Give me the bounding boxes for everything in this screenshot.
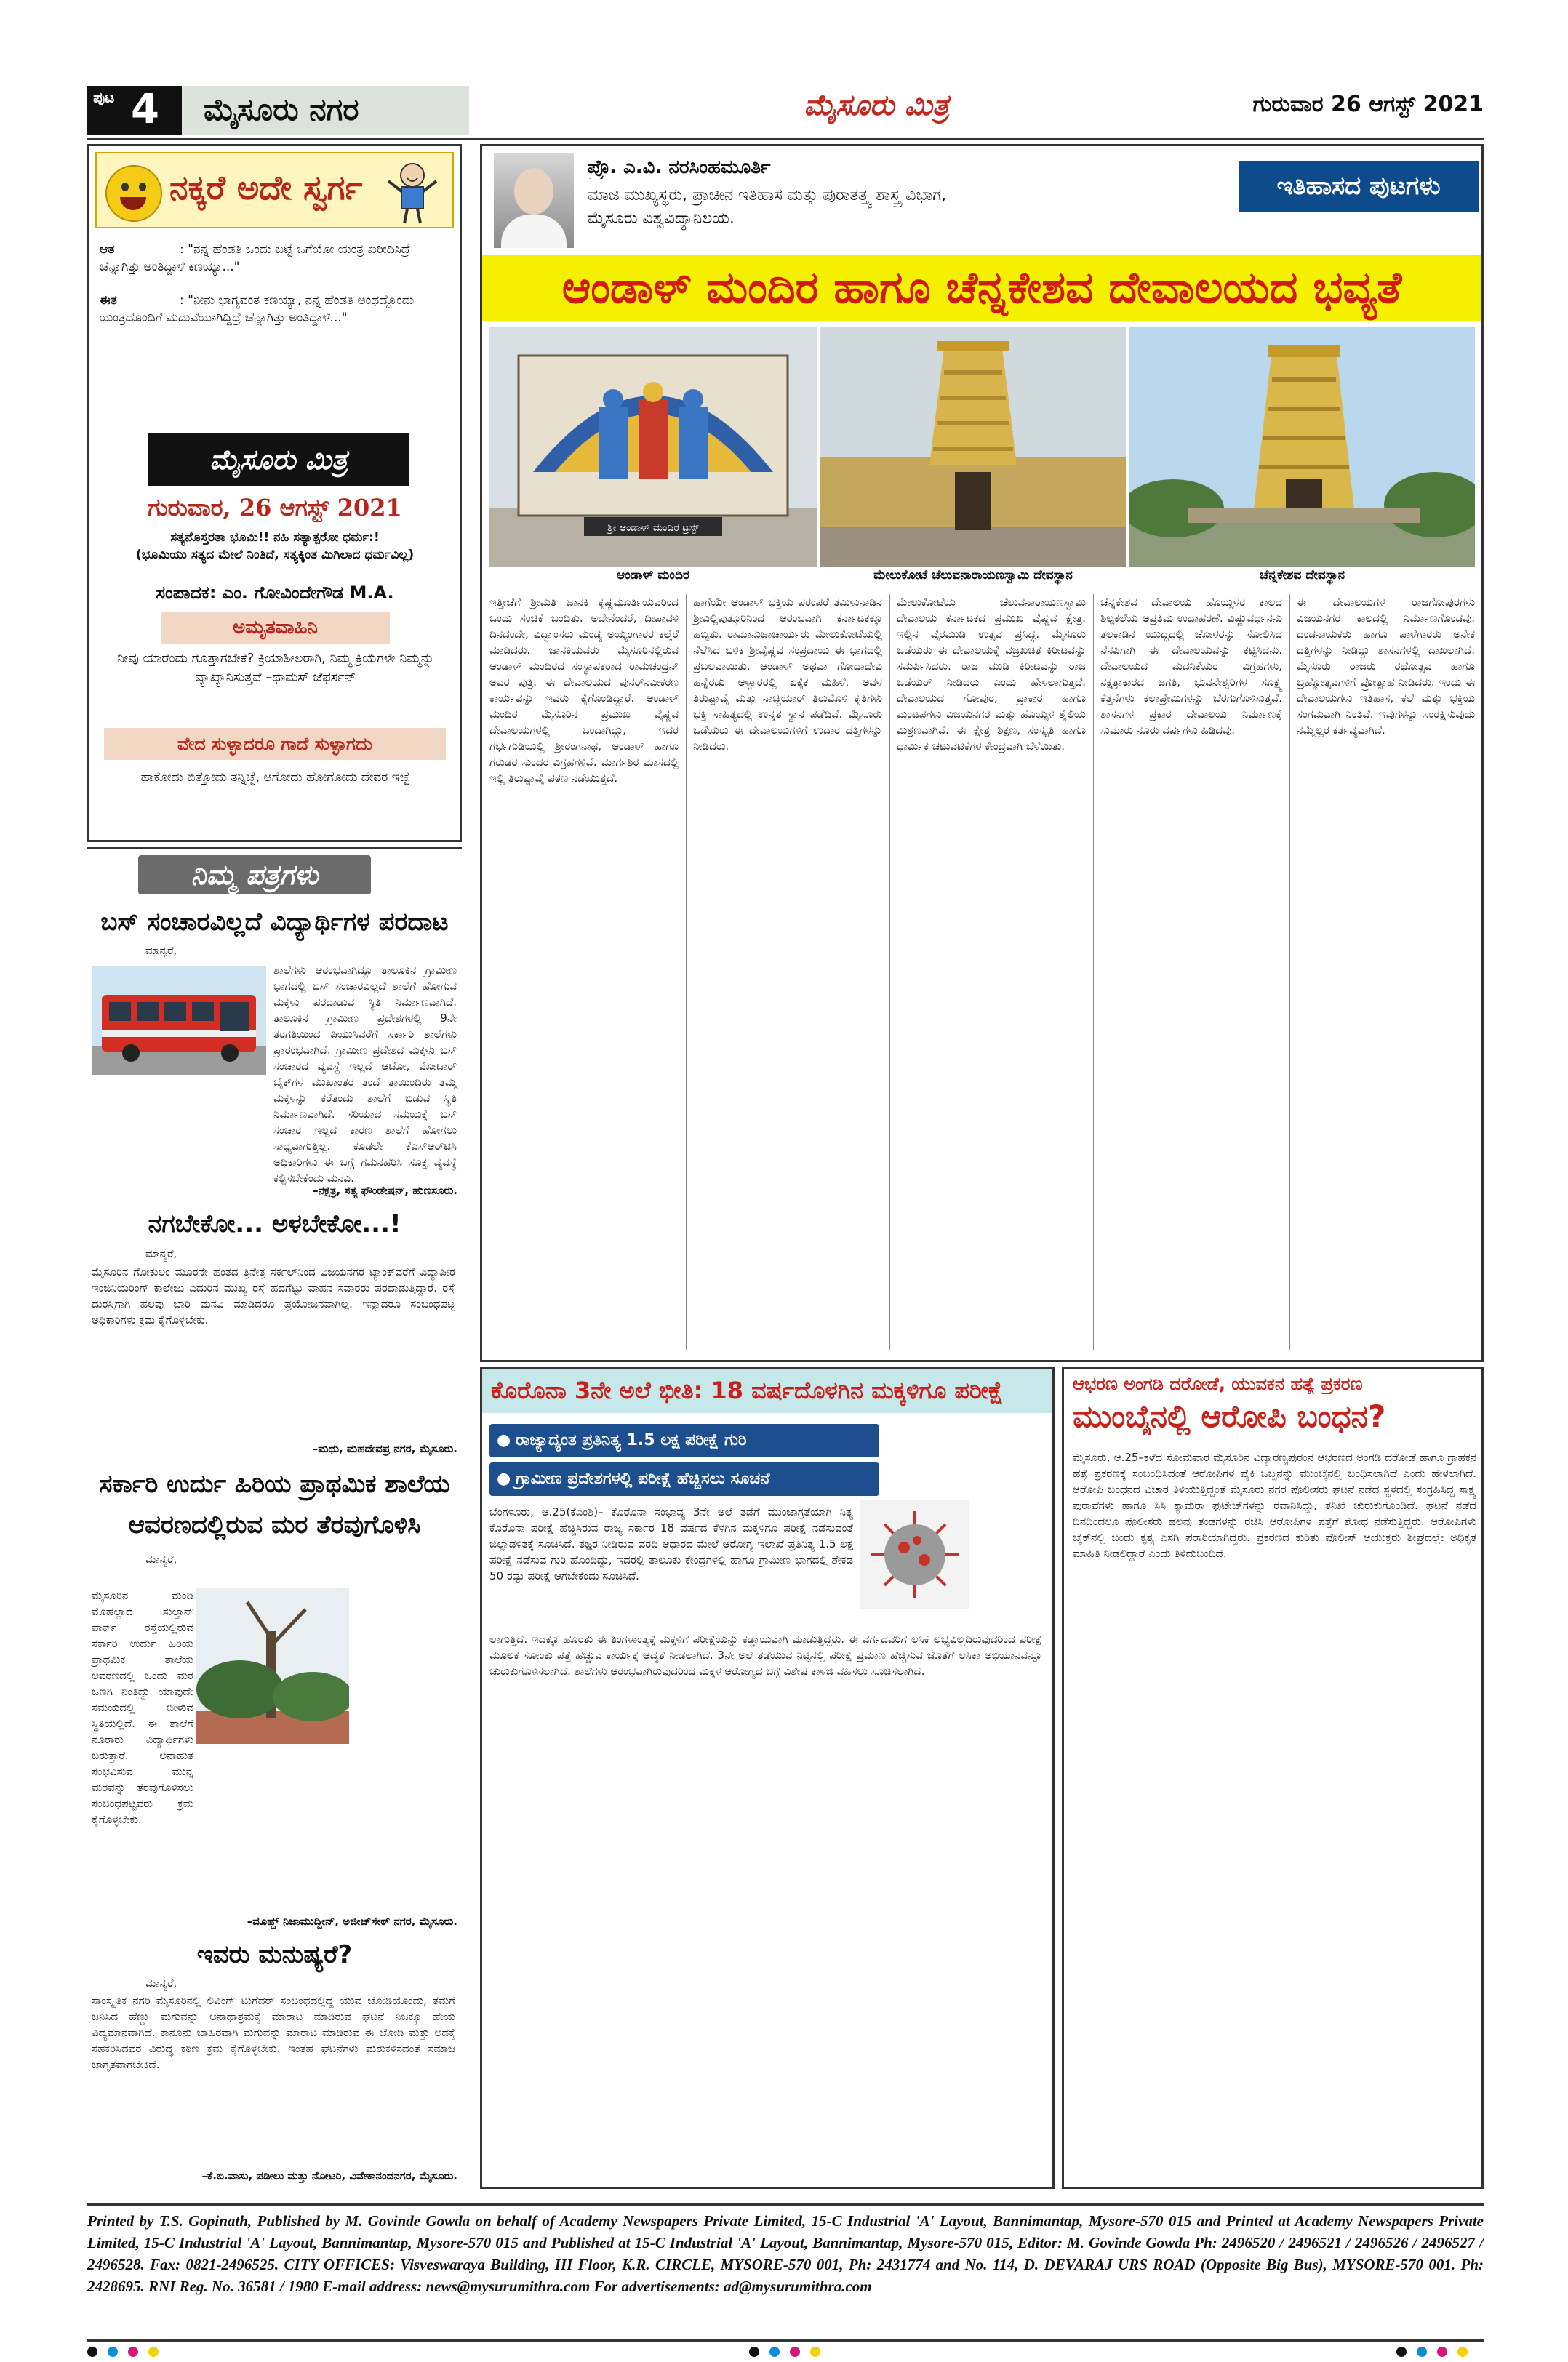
editor-credit: ಸಂಪಾದಕ: ಎಂ. ಗೋವಿಂದೇಗೌಡ M.A. (156, 583, 394, 603)
column-divider (1289, 594, 1290, 1350)
masthead-motto (97, 529, 453, 564)
joke-speaker: ಈತ (100, 293, 117, 308)
registration-dot (108, 2347, 118, 2357)
column-divider (686, 594, 687, 1350)
letters-banner: ನಿಮ್ಮ ಪತ್ರಗಳು (138, 855, 371, 894)
article-column: ಈ ದೇವಾಲಯಗಳ ರಾಜಗೋಪುರಗಳು ವಿಜಯನಗರ ಕಾಲದಲ್ಲಿ ನಿರ್ಮಾಣಗೊಂಡವು. ದಂಡನಾಯಕರು ಹಾಗೂ ಪಾಳೆಗಾರರು ಅನೇಕ ದತ್ತಿಗಳನ್ನು ನೀಡಿದ್ದು ಶಾಸನಗಳಲ್ಲಿ ದಾಖಲಾಗಿದೆ. ಮೈಸೂರು ರಾಜರು ರಥೋತ್ಸವ ಹಾಗೂ ಬ್ರಹ್ಮೋತ್ಸವಗಳಿಗೆ ಪ್ರೋತ್ಸಾಹ ನೀಡಿದರು. ಇಂದು ಈ ದೇವಾಲಯಗಳು ಇತಿಹಾಸ, ಕಲೆ ಮತ್ತು ಭಕ್ತಿಯ ಸಂಗಮವಾಗಿ ನಿಂತಿವೆ. ಇವುಗಳನ್ನು ಸಂರಕ್ಷಿಸುವುದು ನಮ್ಮೆಲ್ಲರ ಕರ್ತವ್ಯವಾಗಿದೆ. (1297, 596, 1475, 737)
humor-title: ನಕ್ಕರೆ ಅದೇ ಸ್ವರ್ಗ (169, 168, 363, 207)
registration-marks-center (749, 2346, 831, 2356)
author-byline (482, 146, 1481, 255)
author-name: ಪ್ರೊ. ಎ.ವಿ. ನರಸಿಂಹಮೂರ್ತಿ (588, 156, 771, 178)
letter-body: ಮೈಸೂರಿನ ಮಂಡಿ ಮೊಹಲ್ಲಾದ ಸುಲ್ತಾನ್ ಪಾರ್ಕ್ ರಸ್ತೆಯಲ್ಲಿರುವ ಸರ್ಕಾರಿ ಉರ್ದು ಹಿರಿಯ ಪ್ರಾಥಮಿಕ ಶಾಲೆಯ ಆವರಣದಲ್ಲಿ ಒಂದು ಮರ ಒಣಗಿ ನಿಂತಿದ್ದು ಯಾವುದೇ ಸಮಯದಲ್ಲಿ ಬೀಳುವ ಸ್ಥಿತಿಯಲ್ಲಿದೆ. ಈ ಶಾಲೆಗೆ ನೂರಾರು ವಿದ್ಯಾರ್ಥಿಗಳು ಬರುತ್ತಾರೆ. ಅನಾಹುತ ಸಂಭವಿಸುವ ಮುನ್ನ ಮರವನ್ನು ತೆರವುಗೊಳಿಸಲು ಸಂಬಂಧಪಟ್ಟವರು ಕ್ರಮ ಕೈಗೊಳ್ಳಬೇಕು. (92, 1589, 193, 1826)
newspaper-logo: ಮೈಸೂರು ಮಿತ್ರ (804, 89, 949, 122)
virus-icon (860, 1500, 969, 1609)
joke-speaker: ಆತ (100, 242, 115, 257)
corona-highlight: ● ರಾಜ್ಯಾದ್ಯಂತ ಪ್ರತಿನಿತ್ಯ 1.5 ಲಕ್ಷ ಪರೀಕ್ಷೆ ಗುರಿ (489, 1424, 879, 1457)
article-headline: ಆಂಡಾಳ್ ಮಂದಿರ ಹಾಗೂ ಚೆನ್ನಕೇಶವ ದೇವಾಲಯದ ಭವ್ಯತೆ (482, 255, 1481, 321)
quote-text: ನೀವು ಯಾರೆಂದು ಗೊತ್ತಾಗಬೇಕೆ? ಕ್ರಿಯಾಶೀಲರಾಗಿ, ನಿಮ್ಮ ಕ್ರಿಯೆಗಳೇ ನಿಮ್ಮನ್ನು ವ್ಯಾಖ್ಯಾನಿಸುತ್ತವೆ –ಥಾಮಸ್ ಜೆಫರ್ಸನ್ (117, 651, 434, 685)
shrine-signboard: ಶ್ರೀ ಆಂಡಾಳ್ ಮಂದಿರ ಟ್ರಸ್ಟ್ (607, 522, 699, 534)
article-column: ಮೇಲುಕೋಟೆಯ ಚೆಲುವನಾರಾಯಣಸ್ವಾಮಿ ದೇವಾಲಯ ಕರ್ನಾಟಕದ ಪ್ರಮುಖ ವೈಷ್ಣವ ಕ್ಷೇತ್ರ. ಇಲ್ಲಿನ ವೈರಮುಡಿ ಉತ್ಸವ ಪ್ರಸಿದ್ಧ. ಮೈಸೂರು ಒಡೆಯರು ಈ ದೇವಾಲಯಕ್ಕೆ ವಜ್ರಖಚಿತ ಕಿರೀಟವನ್ನು ಸಮರ್ಪಿಸಿದರು. ರಾಜ ಮುಡಿ ಕಿರೀಟವನ್ನು ರಾಜ ಒಡೆಯರ್ ನೀಡಿದರು ಎಂದು ಹೇಳಲಾಗುತ್ತದೆ. ದೇವಾಲಯದ ಗೋಪುರ, ಪ್ರಾಕಾರ ಹಾಗೂ ಮಂಟಪಗಳು ವಿಜಯನಗರ ಮತ್ತು ಹೊಯ್ಸಳ ಶೈಲಿಯ ಮಿಶ್ರಣವಾಗಿವೆ. ಈ ಕ್ಷೇತ್ರ ಶಿಕ್ಷಣ, ಸಂಸ್ಕೃತಿ ಹಾಗೂ ಧಾರ್ಮಿಕ ಚಟುವಟಿಕೆಗಳ ಕೇಂದ್ರವಾಗಿ ಬೆಳೆಯಿತು. (897, 596, 1086, 753)
letter-signature: –ನಕ್ಷತ್ರ, ಸತ್ಯ ಫೌಂಡೇಷನ್, ಹುಣಸೂರು. (312, 1184, 457, 1197)
corona-headline: ಕೊರೊನಾ 3ನೇ ಅಲೆ ಭೀತಿ: 18 ವರ್ಷದೊಳಗಿನ ಮಕ್ಕಳಿಗೂ ಪರೀಕ್ಷೆ (482, 1369, 1052, 1413)
proverb-title: ವೇದ ಸುಳ್ಳಾದರೂ ಗಾದೆ ಸುಳ್ಳಾಗದು (104, 728, 446, 760)
registration-dot (810, 2347, 820, 2357)
registration-dot (1417, 2347, 1427, 2357)
registration-dot (1457, 2347, 1468, 2357)
article-column: ಹಾಗೆಯೇ ಆಂಡಾಳ್ ಭಕ್ತಿಯ ಪರಂಪರೆ ತಮಿಳುನಾಡಿನ ಶ್ರೀವಿಲ್ಲಿಪುತ್ತೂರಿನಿಂದ ಆರಂಭವಾಗಿ ಕರ್ನಾಟಕಕ್ಕೂ ಹಬ್ಬಿತು. ರಾಮಾನುಜಾಚಾರ್ಯರು ಮೇಲುಕೋಟೆಯಲ್ಲಿ ನೆಲೆಸಿದ ಬಳಿಕ ಶ್ರೀವೈಷ್ಣವ ಸಂಪ್ರದಾಯ ಈ ಭಾಗದಲ್ಲಿ ಪ್ರಬಲವಾಯಿತು. ಆಂಡಾಳ್ ಅಥವಾ ಗೋದಾದೇವಿ ಹನ್ನೆರಡು ಆಳ್ವಾರರಲ್ಲಿ ಏಕೈಕ ಮಹಿಳೆ. ಅವಳ ತಿರುಪ್ಪಾವೈ ಮತ್ತು ನಾಚ್ಚಿಯಾರ್ ತಿರುಮೊಳಿ ಕೃತಿಗಳು ಭಕ್ತಿ ಸಾಹಿತ್ಯದಲ್ಲಿ ಉನ್ನತ ಸ್ಥಾನ ಪಡೆದಿವೆ. ಮೈಸೂರು ಒಡೆಯರು ಈ ದೇವಾಲಯಗಳಿಗೆ ಉದಾರ ದತ್ತಿಗಳನ್ನು ನೀಡಿದರು. (693, 596, 882, 753)
registration-dot (769, 2347, 780, 2357)
bus-photo (92, 966, 266, 1075)
humor-title-banner (95, 152, 454, 228)
registration-marks-left (87, 2346, 169, 2356)
column-divider (889, 594, 890, 1350)
history-article (480, 144, 1484, 1362)
letter-title: ಇವರು ಮನುಷ್ಯರೆ? (196, 1940, 353, 1969)
registration-marks-right (1396, 2346, 1478, 2356)
corona-article (480, 1367, 1055, 2189)
joke-text: : "ನನ್ನ ಹೆಂಡತಿ ಒಂದು ಬಟ್ಟೆ ಒಗೆಯೋ ಯಂತ್ರ ಖರೀದಿಸಿದ್ರೆ ಚೆನ್ನಾಗಿತ್ತು ಅಂತಿದ್ದಾಳೆ ಕಣಯ್ಯಾ..." (100, 242, 411, 274)
author-designation (588, 184, 1169, 231)
page-number-box (87, 86, 182, 135)
article-column: ಇತ್ತೀಚೆಗೆ ಶ್ರೀಮತಿ ಜಾನಕಿ ಕೃಷ್ಣಮೂರ್ತಿಯವರಿಂದ ಒಂದು ಸಂಚಿಕೆ ಬಂದಿತು. ಅದೇನೆಂದರೆ, ದೀಪಾವಳಿ ದಿನದಂದೇ, ವಿದ್ವಾಂಸರು ಮಂಡ್ಯ ಅಯ್ಯಂಗಾರರ ಕಲ್ಕೆರೆ ಮಾಡಿದರು. ಜಾನಕಿಯವರು ಮೈಸೂರಿನಲ್ಲಿರುವ ಆಂಡಾಳ್ ಮಂದಿರದ ಸಂಸ್ಥಾಪಕರಾದ ರಾಮಚಂದ್ರನ್ ಅವರ ಪುತ್ರಿ. ಈ ದೇವಾಲಯದ ಪುನರ್‌ನವೀಕರಣ ಕಾರ್ಯವನ್ನು ಇವರು ಕೈಗೊಂಡಿದ್ದಾರೆ. ಆಂಡಾಳ್ ಮಂದಿರ ಮೈಸೂರಿನ ಪ್ರಮುಖ ವೈಷ್ಣವ ದೇವಾಲಯಗಳಲ್ಲಿ ಒಂದಾಗಿದ್ದು, ಇದರ ಗರ್ಭಗುಡಿಯಲ್ಲಿ ಶ್ರೀರಂಗನಾಥ, ಆಂಡಾಳ್ ಹಾಗೂ ಗರುಡರ ಸುಂದರ ವಿಗ್ರಹಗಳಿವೆ. ಮಾರ್ಗಶಿರ ಮಾಸದಲ್ಲಿ ಇಲ್ಲಿ ತಿರುಪ್ಪಾವೈ ಪಠಣ ನಡೆಯುತ್ತದೆ. (489, 596, 679, 785)
letter-salutation: ಮಾನ್ಯರೆ, (145, 1247, 177, 1260)
letter-signature: –ಕೆ.ಬಿ.ವಾಸು, ಪಡೀಲು ಮತ್ತು ನೋಟರಿ, ವಿವೇಕಾನಂದನಗರ, ಮೈಸೂರು. (201, 2169, 457, 2182)
letter-title: ಬಸ್ ಸಂಚಾರವಿಲ್ಲದೆ ವಿದ್ಯಾರ್ಥಿಗಳ ಪರದಾಟ (100, 908, 449, 937)
joke-line (100, 292, 452, 327)
chennakeshava-temple-photo (1129, 327, 1475, 567)
motto-line: (ಭೂಮಿಯು ಸತ್ಯದ ಮೇಲೆ ನಿಂತಿದೆ, ಸತ್ಯಕ್ಕಿಂತ ಮಿಗಿಲಾದ ಧರ್ಮವಿಲ್ಲ) (135, 548, 415, 562)
letters-section (87, 847, 462, 2189)
corona-highlight: ● ಗ್ರಾಮೀಣ ಪ್ರದೇಶಗಳಲ್ಲಿ ಪರೀಕ್ಷೆ ಹೆಚ್ಚಿಸಲು ಸೂಚನೆ (489, 1462, 879, 1496)
series-badge: ಇತಿಹಾಸದ ಪುಟಗಳು (1239, 161, 1479, 212)
letter-signature: –ಮೊಹ್ದ್ ನಿಜಾಮುದ್ದೀನ್, ಅಜೀಜ್‌ಸೇಠ್ ನಗರ, ಮೈಸೂರು. (247, 1915, 457, 1928)
author-desc-line: ಮಾಜಿ ಮುಖ್ಯಸ್ಥರು, ಪ್ರಾಚೀನ ಇತಿಹಾಸ ಮತ್ತು ಪುರಾತತ್ತ್ವ ಶಾಸ್ತ್ರ ವಿಭಾಗ, (588, 186, 947, 204)
melukote-temple-photo (820, 327, 1126, 567)
article-body (482, 590, 1481, 1361)
letter-body: ಮೈಸೂರಿನ ಗೋಕುಲಂ ಮೂರನೇ ಹಂತದ ತ್ರಿನೇತ್ರ ಸರ್ಕಲ್‌ನಿಂದ ವಿಜಯನಗರ ಟ್ಯಾಂಕ್‌ವರೆಗೆ ವಿದ್ಯಾಪೀಠ ಇಂಜಿನಿಯರಿಂಗ್ ಕಾಲೇಜು ಎದುರಿನ ಮುಖ್ಯ ರಸ್ತೆ ಹದಗೆಟ್ಟು ವಾಹನ ಸವಾರರು ಪರದಾಡುತ್ತಿದ್ದಾರೆ. ರಸ್ತೆ ದುರಸ್ತಿಗಾಗಿ ಹಲವು ಬಾರಿ ಮನವಿ ಮಾಡಿದರೂ ಪ್ರಯೋಜನವಾಗಿಲ್ಲ. ಇನ್ನಾದರೂ ಸಂಬಂಧಪಟ್ಟ ಅಧಿಕಾರಿಗಳು ಕ್ರಮ ಕೈಗೊಳ್ಳಬೇಕು. (92, 1265, 455, 1326)
registration-dot (128, 2347, 138, 2357)
proverb-text: ಹಾಕೋದು ಬಿತ್ತೋದು ತನ್ನಿಚ್ಛೆ, ಆಗೋದು ಹೋಗೋದು ದೇವರ ಇಚ್ಛೆ (140, 770, 410, 785)
column-divider (1093, 594, 1094, 1350)
letter-body: ಸಾಂಸ್ಕೃತಿಕ ನಗರಿ ಮೈಸೂರಿನಲ್ಲಿ ಲಿವಿಂಗ್ ಟುಗೆದರ್ ಸಂಬಂಧದಲ್ಲಿದ್ದ ಯುವ ಜೋಡಿಯೊಂದು, ತಮಗೆ ಜನಿಸಿದ ಹೆಣ್ಣು ಮಗುವನ್ನು ಅನಾಥಾಶ್ರಮಕ್ಕೆ ಮಾರಾಟ ಮಾಡಿರುವ ಘಟನೆ ನಿಜಕ್ಕೂ ಹೇಯ ವಿದ್ಯಮಾನವಾಗಿದೆ. ಕಾನೂನು ಬಾಹಿರವಾಗಿ ಮಗುವನ್ನು ಮಾರಾಟ ಮಾಡಿರುವ ಈ ಜೋಡಿ ಮತ್ತು ಅದಕ್ಕೆ ಸಹಕರಿಸಿದವರ ವಿರುದ್ಧ ಕಠಿಣ ಕ್ರಮ ಕೈಗೊಳ್ಳಬೇಕು. ಇಂತಹ ಘಟನೆಗಳು ಮರುಕಳಿಸದಂತೆ ಸಮಾಜ ಜಾಗೃತವಾಗಬೇಕಿದೆ. (92, 1994, 455, 2071)
letter-salutation: ಮಾನ್ಯರೆ, (145, 1553, 177, 1566)
author-desc-line: ಮೈಸೂರು ವಿಶ್ವವಿದ್ಯಾನಿಲಯ. (588, 209, 735, 228)
registration-dot (1437, 2347, 1447, 2357)
quote-box (95, 612, 455, 713)
robbery-body: ಮೈಸೂರು, ಆ.25–ಕಳೆದ ಸೋಮವಾರ ಮೈಸೂರಿನ ವಿದ್ಯಾರಣ್ಯಪುರಂನ ಆಭರಣದ ಅಂಗಡಿ ದರೋಡೆ ಹಾಗೂ ಗ್ರಾಹಕನ ಹತ್ಯೆ ಪ್ರಕರಣಕ್ಕೆ ಸಂಬಂಧಿಸಿದಂತೆ ಆರೋಪಿಗಳ ಪೈಕಿ ಒಬ್ಬನನ್ನು ಮುಂಬೈನಲ್ಲಿ ಬಂಧಿಸಲಾಗಿದೆ ಎಂದು ಹೇಳಲಾಗಿದೆ. ಆರೋಪಿ ಬಂಧನದ ವಿಚಾರ ತಿಳಿಯುತ್ತಿದ್ದಂತೆ ಮೈಸೂರು ನಗರ ಪೊಲೀಸರು ಘಟನೆ ನಡೆದ ಸ್ಥಳದಲ್ಲಿ ಸಂಗ್ರಹಿಸಿದ್ದ ಸಾಕ್ಷ್ಯ ಪುರಾವೆಗಳು ಹಾಗೂ ಸಿಸಿ ಕ್ಯಾಮರಾ ಫುಟೇಜ್‌ಗಳನ್ನು ರವಾನಿಸಿದ್ದು, ತನಿಖೆ ಚುರುಕುಗೊಂಡಿದೆ. ಘಟನೆ ನಡೆದ ದಿನದಿಂದಲೂ ಪೊಲೀಸರು ಹಲವು ತಂಡಗಳನ್ನು ರಚಿಸಿ ಆರೋಪಿಗಳ ಪತ್ತೆಗೆ ಶೋಧ ನಡೆಸುತ್ತಿದ್ದರು. ಆರೋಪಿಗಳು ಬೈಕ್‌ನಲ್ಲಿ ಬಂದು ಕೃತ್ಯ ಎಸಗಿ ಪರಾರಿಯಾಗಿದ್ದರು. ಪ್ರಕರಣದ ಕುರಿತು ಪೊಲೀಸ್ ಆಯುಕ್ತರು ಶೀಘ್ರದಲ್ಲೇ ಅಧಿಕೃತ ಮಾಹಿತಿ ನೀಡಲಿದ್ದಾರೆ ಎಂದು ತಿಳಿದುಬಂದಿದೆ. (1073, 1451, 1476, 1560)
quote-title: ಅಮೃತವಾಹಿನಿ (161, 612, 390, 644)
robbery-headline: ಮುಂಬೈನಲ್ಲಿ ಆರೋಪಿ ಬಂಧನ? (1073, 1398, 1386, 1434)
corona-body-intro: ಬೆಂಗಳೂರು, ಆ.25(ಕೆಎಂಶಿ)– ಕೊರೊನಾ ಸಂಭಾವ್ಯ 3ನೇ ಅಲೆ ತಡೆಗೆ ಮುಂಜಾಗ್ರತೆಯಾಗಿ ನಿತ್ಯ ಕೊರೊನಾ ಪರೀಕ್ಷೆ ಹೆಚ್ಚಿಸಿರುವ ರಾಜ್ಯ ಸರ್ಕಾರ 18 ವರ್ಷದ ಕೆಳಗಿನ ಮಕ್ಕಳಿಗೂ ಪರೀಕ್ಷೆ ನಡೆಸುವಂತೆ ಜಿಲ್ಲಾಡಳಿತಕ್ಕೆ ಸೂಚಿಸಿದೆ. ತಜ್ಞರ ನೀಡಿರುವ ವರದಿ ಆಧಾರದ ಮೇಲೆ ಆರೋಗ್ಯ ಇಲಾಖೆ ಪ್ರತಿನಿತ್ಯ 1.5 ಲಕ್ಷ ಪರೀಕ್ಷೆ ನಡೆಸುವ ಗುರಿ ಹೊಂದಿದ್ದು, ಇದರಲ್ಲಿ ತಾಲೂಕು ಕೇಂದ್ರಗಳಲ್ಲಿ ಹಾಗೂ ಗ್ರಾಮೀಣ ಭಾಗದಲ್ಲಿ ಶೇಕಡ 50 ರಷ್ಟು ಪರೀಕ್ಷೆ ಆಗಬೇಕೆಂದು ಸೂಚಿಸಿದೆ. (489, 1505, 853, 1582)
letter-salutation: ಮಾನ್ಯರೆ, (145, 944, 177, 957)
registration-dot (87, 2347, 97, 2357)
motto-line: ಸತ್ಯನೊಸ್ತರತಾ ಭೂಮಿ!! ನಹಿ ಸತ್ಯಾತ್ಪರೋ ಧರ್ಮ:! (170, 530, 380, 545)
photo-caption: ಆಂಡಾಳ್ ಮಂದಿರ (617, 568, 689, 583)
header-divider (87, 138, 1484, 140)
tree-photo (196, 1588, 349, 1744)
letter-body: ಶಾಲೆಗಳು ಆರಂಭವಾಗಿದ್ದೂ ತಾಲೂಕಿನ ಗ್ರಾಮೀಣ ಭಾಗದಲ್ಲಿ ಬಸ್ ಸಂಚಾರವಿಲ್ಲದೆ ಶಾಲೆಗೆ ಹೋಗುವ ಮಕ್ಕಳು ಪರದಾಡುವ ಸ್ಥಿತಿ ನಿರ್ಮಾಣವಾಗಿದೆ. ತಾಲೂಕಿನ ಗ್ರಾಮೀಣ ಪ್ರದೇಶಗಳಲ್ಲಿ 9ನೇ ತರಗತಿಯಿಂದ ಪಿಯುಸಿವರೆಗೆ ಸರ್ಕಾರಿ ಶಾಲೆಗಳು ಪ್ರಾರಂಭವಾಗಿದೆ. ಗ್ರಾಮೀಣ ಪ್ರದೇಶದ ಮಕ್ಕಳು ಬಸ್ ಸಂಚಾರದ ವ್ಯವಸ್ಥೆ ಇಲ್ಲದೆ ಆಟೋ, ಮೋಟಾರ್ ಬೈಕ್‌ಗಳ ಮುಖಾಂತರ ತಂದೆ ತಾಯಿಂದಿರು ತಮ್ಮ ಮಕ್ಕಳನ್ನು ಕರೆತಂದು ಶಾಲೆಗೆ ಬಿಡುವ ಸ್ಥಿತಿ ನಿರ್ಮಾಣವಾಗಿದೆ. ಸರಿಯಾದ ಸಮಯಕ್ಕೆ ಬಸ್ ಸಂಚಾರ ಇಲ್ಲದ ಕಾರಣ ಶಾಲೆಗೆ ಹೋಗಲು ಸಾಧ್ಯವಾಗುತ್ತಿಲ್ಲ. ಕೂಡಲೇ ಕೆಎಸ್‌ಆರ್‌ಟಿಸಿ ಅಧಿಕಾರಿಗಳು ಈ ಬಗ್ಗೆ ಗಮನಹರಿಸಿ ಸೂಕ್ತ ವ್ಯವಸ್ಥೆ ಕಲ್ಪಿಸಬೇಕೆಂದು ಮನವಿ. (273, 964, 457, 1185)
section-title: ಮೈಸೂರು ನಗರ (182, 86, 469, 135)
robbery-article (1062, 1367, 1484, 2189)
letter-body-continued (92, 1081, 455, 1182)
andal-shrine-photo (489, 327, 817, 567)
page-number: 4 (131, 86, 159, 133)
joke-text: : "ನೀನು ಭಾಗ್ಯವಂತ ಕಣಯ್ಯಾ, ನನ್ನ ಹೆಂಡತಿ ಅಂಥದ್ದೊಂದು ಯಂತ್ರದೊಂದಿಗೆ ಮದುವೆಯಾಗಿದ್ದಿದ್ರೆ ಚೆನ್ನಾಗಿತ್ತು ಅಂತಿದ್ದಾಳೆ..." (100, 293, 415, 325)
corona-body: ಲಾಗುತ್ತಿದೆ. ಇದಕ್ಕೂ ಹೊರತು ಈ ತಿಂಗಳಾಂತ್ಯಕ್ಕೆ ಮಕ್ಕಳಿಗೆ ಪರೀಕ್ಷೆಯನ್ನು ಕಡ್ಡಾಯವಾಗಿ ಮಾಡುತ್ತಿದ್ದರು. ಈ ವರ್ಗದವರಿಗೆ ಲಸಿಕೆ ಲಭ್ಯವಿಲ್ಲದಿರುವುದರಿಂದ ಪರೀಕ್ಷೆ ಮೂಲಕ ಸೋಂಕು ಪತ್ತೆ ಹಚ್ಚುವ ಕಾರ್ಯಕ್ಕೆ ಆದ್ಯತೆ ನೀಡಲಾಗಿದೆ. 3ನೇ ಅಲೆ ತಡೆಯುವ ನಿಟ್ಟಿನಲ್ಲಿ ಪರೀಕ್ಷೆ ಪ್ರಮಾಣ ಹೆಚ್ಚಿಸುವ ಜೊತೆಗೆ ಲಸಿಕಾ ಅಭಿಯಾನವನ್ನೂ ಚುರುಕುಗೊಳಿಸಲಾಗಿದೆ. ಶಾಲೆಗಳು ಆರಂಭವಾಗಿರುವುದರಿಂದ ಮಕ್ಕಳ ಆರೋಗ್ಯದ ಬಗ್ಗೆ ವಿಶೇಷ ಕಾಳಜಿ ವಹಿಸಲು ಸೂಚಿಸಲಾಗಿದೆ. (489, 1633, 1042, 1678)
letter-signature: –ಮಧು, ಮಹದೇವಪ್ರ ನಗರ, ಮೈಸೂರು. (312, 1442, 457, 1455)
registration-dot (790, 2347, 800, 2357)
humor-box (87, 144, 462, 842)
joke-line (100, 241, 452, 276)
issue-date: ಗುರುವಾರ 26 ಆಗಸ್ಟ್ 2021 (1252, 92, 1484, 117)
photo-caption: ಚೆನ್ನಕೇಶವ ದೇವಸ್ಥಾನ (1259, 568, 1345, 583)
photo-caption: ಮೇಲುಕೋಟೆ ಚೆಲುವನಾರಾಯಣಸ್ವಾಮಿ ದೇವಸ್ಥಾನ (873, 568, 1073, 583)
laughing-face-icon (105, 165, 162, 222)
article-column: ಚೆನ್ನಕೇಶವ ದೇವಾಲಯ ಹೊಯ್ಸಳರ ಕಾಲದ ಶಿಲ್ಪಕಲೆಯ ಅಪ್ರತಿಮ ಉದಾಹರಣೆ. ವಿಷ್ಣುವರ್ಧನನು ತಲಕಾಡಿನ ಯುದ್ಧದಲ್ಲಿ ಚೋಳರನ್ನು ಸೋಲಿಸಿದ ನೆನಪಿಗಾಗಿ ಈ ದೇವಾಲಯವನ್ನು ಕಟ್ಟಿಸಿದನು. ದೇವಾಲಯದ ಮದನಿಕೆಯರ ವಿಗ್ರಹಗಳು, ನಕ್ಷತ್ರಾಕಾರದ ಜಗತಿ, ಭುವನೇಶ್ವರಿಗಳ ಸೂಕ್ಷ್ಮ ಕೆತ್ತನೆಗಳು ಕಲಾಪ್ರೇಮಿಗಳನ್ನು ಬೆರಗುಗೊಳಿಸುತ್ತವೆ. ಶಾಸನಗಳ ಪ್ರಕಾರ ದೇವಾಲಯ ನಿರ್ಮಾಣಕ್ಕೆ ಸುಮಾರು ನೂರು ವರ್ಷಗಳು ಹಿಡಿದವು. (1100, 596, 1282, 737)
registration-dot (1396, 2347, 1407, 2357)
letter-title: ಸರ್ಕಾರಿ ಉರ್ದು ಹಿರಿಯ ಪ್ರಾಥಮಿಕ ಶಾಲೆಯ ಆವರಣದಲ್ಲಿರುವ ಮರ ತೆರವುಗೊಳಿಸಿ (99, 1470, 450, 1540)
registration-dot (148, 2347, 159, 2357)
masthead-logo: ಮೈಸೂರು ಮಿತ್ರ (148, 433, 409, 486)
robbery-kicker: ಆಭರಣ ಅಂಗಡಿ ದರೋಡೆ, ಯುವಕನ ಹತ್ಯೆ ಪ್ರಕರಣ (1073, 1374, 1363, 1394)
cartoon-man-icon (380, 159, 445, 225)
letter-salutation: ಮಾನ್ಯರೆ, (145, 1977, 177, 1990)
registration-dot (749, 2347, 759, 2357)
page-label: ಪುಟ (93, 89, 115, 106)
letter-title: ನಗಬೇಕೋ... ಅಳಬೇಕೋ...! (148, 1209, 401, 1238)
masthead-date: ಗುರುವಾರ, 26 ಆಗಸ್ಟ್ 2021 (148, 494, 402, 521)
print-imprint: Printed by T.S. Gopinath, Published by M. Govinde Gowda on behalf of Academy Newspapers Private Limited, 15-C Industrial 'A' Layout, Bannimantap, Mysore-570 015 and Printed at Academy Newspapers Private Limited, 15-C Industrial 'A' Layout, Bannimantap, Mysore-570 015 and Published at 15-C Industrial 'A' Layout, Bannimantap, Mysore-570 015, Editor: M. Govinde Gowda Ph: 2496520 / 2496521 / 2496526 / 2496527 / 2496528. Fax: 0821-2496525. CITY OFFICES: Visveswaraya Building, III Floor, K.R. CIRCLE, MYSORE-570 001, Ph: 2431774 and No. 114, D. DEVARAJ URS ROAD (Opposite Big Bus), MYSORE-570 001. Ph: 2428695. RNI Reg. No. 36581 / 1980 E-mail address: news@mysurumithra.com For advertisements: ad@mysurumithra.com (87, 2203, 1484, 2342)
author-photo (494, 153, 574, 248)
